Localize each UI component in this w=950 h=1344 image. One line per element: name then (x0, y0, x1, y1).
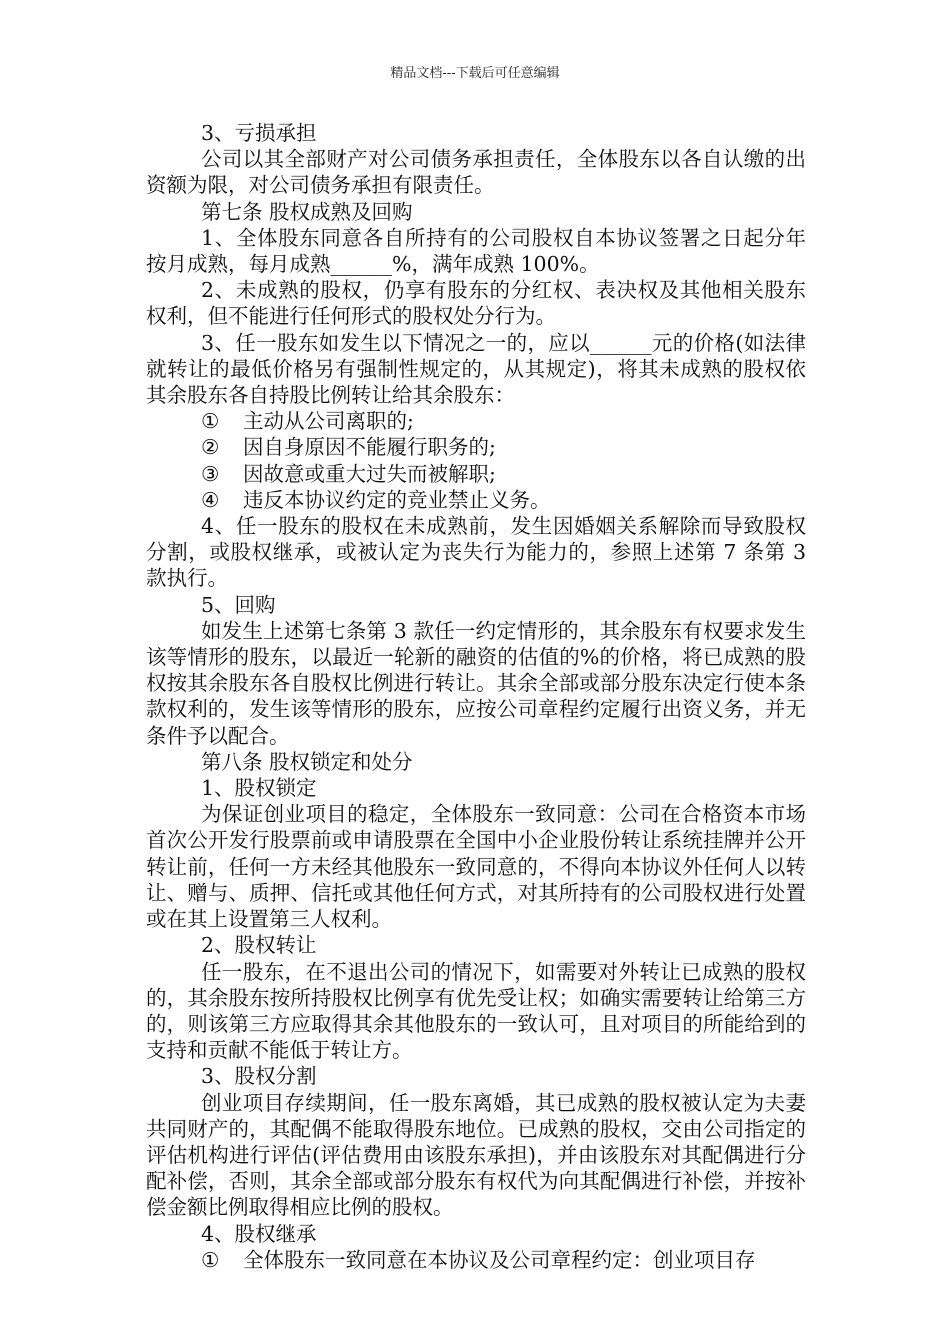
paragraph: 如发生上述第七条第 3 款任一约定情形的，其余股东有权要求发生该等情形的股东，以最近一轮新的融资的估值的%的价格，将已成熟的股权按其余股东各自股权比例进行转让。其余全部或部分股东决定行使本条款权利的，发生该等情形的股东，应按公司章程约定履行出资义务，并无条件予以配合。 (146, 618, 806, 748)
paragraph: 创业项目存续期间，任一股东离婚，其已成熟的股权被认定为夫妻共同财产的，其配偶不能取得股东地位。已成熟的股权，交由公司指定的评估机构进行评估(评估费用由该股东承担)，并由该股东对其配偶进行分配补偿，否则，其余全部或部分股东有权代为向其配偶进行补偿，并按补偿金额比例取得相应比例的股权。 (146, 1090, 806, 1220)
list-text: 因自身原因不能履行职务的; (243, 435, 496, 460)
list-number: ④ (201, 487, 220, 512)
list-number: ① (201, 1247, 220, 1272)
paragraph: 2、未成熟的股权，仍享有股东的分红权、表决权及其他相关股东权利，但不能进行任何形式的股权处分行为。 (146, 278, 806, 329)
paragraph: 为保证创业项目的稳定，全体股东一致同意：公司在合格资本市场首次公开发行股票前或申请股票在全国中小企业股份转让系统挂牌并公开转让前，任何一方未经其他股东一致同意的，不得向本协议外任何人以转让、赠与、质押、信托或其他任何方式，对其所持有的公司股权进行处置或在其上设置第三人权利。 (146, 802, 806, 932)
section-heading: 3、股权分割 (201, 1064, 317, 1089)
paragraph: 公司以其全部财产对公司债务承担责任，全体股东以各自认缴的出资额为限，对公司债务承担有限责任。 (146, 147, 806, 198)
list-text: 主动从公司离职的; (243, 409, 414, 434)
section-heading: 1、股权锁定 (201, 776, 317, 801)
article-heading: 第七条 股权成熟及回购 (201, 199, 413, 224)
list-item (146, 487, 806, 513)
paragraph: 3、任一股东如发生以下情况之一的，应以______元的价格(如法律就转让的最低价格另有强制性规定的，从其规定)，将其未成熟的股权依其余股东各自持股比例转让给其余股东： (146, 330, 806, 408)
article-heading: 第八条 股权锁定和处分 (201, 749, 413, 774)
list-item (146, 461, 806, 487)
section-heading: 2、股权转让 (201, 933, 317, 958)
list-text: 因故意或重大过失而被解职; (243, 461, 496, 486)
list-number: ② (201, 435, 220, 460)
list-item (146, 1247, 806, 1273)
document-body (146, 120, 806, 1273)
list-text: 全体股东一致同意在本协议及公司章程约定：创业项目存 (243, 1247, 756, 1272)
section-heading: 5、回购 (201, 592, 276, 617)
page-header: 精品文档---下载后可任意编辑 (390, 66, 560, 81)
list-item (146, 434, 806, 460)
paragraph: 任一股东，在不退出公司的情况下，如需要对外转让已成熟的股权的，其余股东按所持股权比例享有优先受让权；如确实需要转让给第三方的，则该第三方应取得其余其他股东的一致认可，且对项目的所能给到的支持和贡献不能低于转让方。 (146, 959, 806, 1063)
paragraph: 4、任一股东的股权在未成熟前，发生因婚姻关系解除而导致股权分割，或股权继承，或被认定为丧失行为能力的，参照上述第 7 条第 3 款执行。 (146, 514, 806, 591)
list-number: ③ (201, 461, 220, 486)
paragraph: 1、全体股东同意各自所持有的公司股权自本协议签署之日起分年按月成熟，每月成熟______%，满年成熟 100%。 (146, 225, 806, 277)
list-number: ① (201, 409, 220, 434)
section-heading: 3、亏损承担 (201, 121, 317, 145)
section-heading: 4、股权继承 (201, 1221, 317, 1246)
list-text: 违反本协议约定的竞业禁止义务。 (243, 487, 551, 512)
list-item (146, 408, 806, 434)
